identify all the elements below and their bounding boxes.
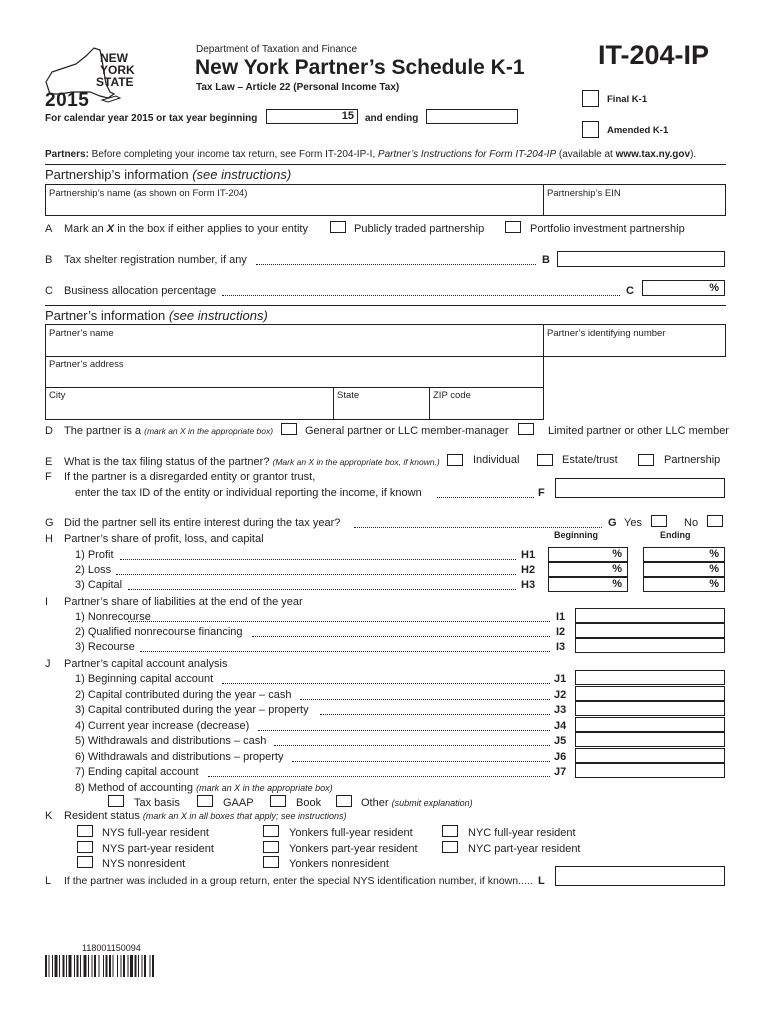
gaap-label: GAAP	[223, 797, 254, 809]
partners-note-text: Before completing your income tax return, see Form IT-204-IP-I,	[88, 149, 378, 160]
tax-shelter-number-field[interactable]	[557, 251, 725, 267]
yes-label: Yes	[624, 517, 642, 529]
partner-id-label: Partner’s identifying number	[547, 328, 666, 339]
partners-note	[45, 149, 696, 160]
city-label: City	[49, 390, 66, 401]
tax-year-ending-field[interactable]	[426, 109, 518, 124]
barcode	[45, 955, 195, 980]
barcode-bar	[109, 955, 111, 977]
line-f-letter: F	[45, 471, 52, 483]
line-e-text	[64, 456, 440, 468]
j-row-label: 4) Current year increase (decrease)	[75, 719, 250, 732]
barcode-bar	[77, 955, 79, 977]
i-row-amount-field[interactable]	[575, 638, 725, 653]
publicly-traded-label: Publicly traded partnership	[354, 223, 485, 235]
sold-interest-yes-checkbox[interactable]	[651, 515, 667, 527]
line-f-code: F	[538, 487, 545, 499]
business-allocation-field[interactable]	[642, 280, 725, 296]
nys-nonresident-label: NYS nonresident	[102, 858, 186, 870]
h-row-beginning-field[interactable]	[548, 562, 628, 577]
line-d-text-main: The partner is a	[64, 425, 142, 437]
leader-dots	[120, 549, 516, 560]
j-row-amount-field[interactable]	[575, 717, 725, 732]
nyc-full-year-checkbox[interactable]	[442, 825, 458, 837]
barcode-bar	[121, 955, 122, 977]
leader-dots	[274, 735, 550, 746]
h-row-label: 2) Loss	[75, 564, 112, 576]
amended-k1-checkbox[interactable]	[582, 121, 599, 138]
barcode-bar	[55, 955, 58, 977]
beginning-column-header: Beginning	[554, 530, 598, 540]
amended-k1-label: Amended K-1	[607, 125, 669, 136]
state-input[interactable]	[334, 402, 428, 419]
j-row-label: 5) Withdrawals and distributions – cash	[75, 735, 267, 747]
line-b-letter: B	[45, 254, 53, 266]
state-line-2: YORK	[100, 63, 135, 77]
no-label: No	[684, 517, 699, 529]
zip-label: ZIP code	[433, 390, 471, 401]
j-row-code: J5	[554, 735, 567, 747]
portfolio-investment-checkbox[interactable]	[505, 221, 521, 233]
partnership-name-input[interactable]	[46, 200, 542, 215]
line-j8-note: (mark an X in the appropriate box)	[196, 783, 333, 793]
divider	[45, 305, 726, 306]
j-row-label: 7) Ending capital account	[75, 766, 199, 778]
line-f-text2: enter the tax ID of the entity or individual reporting the income, if known	[75, 487, 422, 499]
h-row-ending-field[interactable]	[643, 577, 725, 592]
h-row-ending-field[interactable]	[643, 547, 725, 562]
book-checkbox[interactable]	[270, 795, 286, 807]
barcode-bar	[94, 955, 96, 977]
form-subtitle: Tax Law – Article 22 (Personal Income Tax)	[196, 82, 400, 93]
barcode-number: 118001150094	[82, 943, 141, 953]
tax-year-prefix: 15	[341, 110, 354, 122]
j-row-label: 2) Capital contributed during the year – cash	[75, 688, 292, 701]
barcode-bar	[135, 955, 137, 977]
form-year: 2015	[45, 90, 90, 111]
barcode-bar	[106, 955, 108, 977]
nys-full-year-label: NYS full-year resident	[102, 827, 209, 839]
barcode-bar	[74, 955, 75, 977]
i-row-code: I2	[556, 626, 566, 638]
form-title: New York Partner’s Schedule K-1	[195, 56, 525, 79]
i-row-label: 1) Nonrecourse	[75, 611, 151, 623]
i-row-label: 2) Qualified nonrecourse financing	[75, 626, 243, 638]
line-g-code: G	[608, 517, 617, 529]
partnership-info-heading	[45, 167, 291, 182]
h-row-code: H2	[521, 564, 536, 576]
barcode-bar	[117, 955, 118, 977]
line-c-code: C	[626, 285, 634, 297]
barcode-bar	[152, 955, 154, 977]
line-b-code: B	[542, 254, 550, 266]
state-wordmark	[96, 52, 135, 88]
line-d-text	[64, 425, 273, 437]
line-l-letter: L	[45, 875, 52, 887]
j-row-label: 6) Withdrawals and distributions – property	[75, 750, 284, 763]
line-e-letter: E	[45, 456, 53, 468]
line-k-note: (mark an X in all boxes that apply; see instructions)	[142, 811, 347, 821]
section-heading-note: (see instructions)	[168, 308, 268, 323]
group-return-id-field[interactable]	[555, 866, 725, 886]
j-row-amount-field[interactable]	[575, 763, 725, 778]
state-label: State	[337, 390, 360, 401]
line-l-code: L	[538, 875, 545, 887]
barcode-icon	[45, 955, 195, 977]
j-row-amount-field[interactable]	[575, 732, 725, 747]
h-row-label: 3) Capital	[75, 579, 123, 591]
section-heading: Partner’s information	[45, 308, 166, 323]
tax-year-label: For calendar year 2015 or tax year beginning	[45, 113, 258, 124]
barcode-bar	[103, 955, 104, 977]
form-number: IT-204-IP	[598, 40, 710, 70]
leader-dots	[116, 564, 516, 575]
line-a-letter: A	[45, 223, 53, 235]
leader-dots	[320, 704, 550, 715]
line-k-text-main: Resident status	[64, 810, 140, 822]
leader-dots	[128, 579, 516, 590]
barcode-bar	[99, 955, 100, 977]
h-row-beginning-field[interactable]	[548, 547, 628, 562]
partner-address-label: Partner’s address	[49, 359, 124, 370]
nyc-part-year-checkbox[interactable]	[442, 841, 458, 853]
line-e-note: (Mark an X in the appropriate box, if known.)	[272, 457, 440, 467]
final-k1-label: Final K-1	[607, 94, 648, 105]
department-name: Department of Taxation and Finance	[196, 44, 358, 55]
line-i-text: Partner’s share of liabilities at the end of the year	[64, 596, 303, 608]
percent-sign: %	[709, 282, 719, 294]
j-row-code: J1	[554, 673, 567, 685]
line-a-text-post: in the box if either applies to your entity	[114, 223, 308, 235]
line-c-letter: C	[45, 285, 53, 297]
nys-part-year-label: NYS part-year resident	[102, 843, 214, 855]
percent-sign: %	[709, 563, 719, 575]
general-partner-label: General partner or LLC member-manager	[305, 425, 509, 437]
h-row-label: 1) Profit	[75, 549, 114, 561]
ending-column-header: Ending	[660, 530, 691, 540]
line-d-note: (mark an X in the appropriate box)	[144, 426, 274, 436]
leader-dots	[292, 751, 550, 762]
final-k1-checkbox[interactable]	[582, 90, 599, 107]
nyc-full-year-label: NYC full-year resident	[468, 827, 576, 839]
partner-info-heading	[45, 308, 268, 323]
leader-dots	[437, 487, 534, 498]
barcode-bar	[84, 955, 87, 977]
leader-dots	[252, 626, 550, 637]
leader-dots	[300, 689, 550, 700]
barcode-bar	[113, 955, 114, 977]
barcode-bar	[69, 955, 72, 977]
leader-dots	[354, 517, 602, 528]
j-row-code: J2	[554, 688, 567, 701]
j-row-amount-field[interactable]	[575, 748, 725, 763]
state-line-3: STATE	[96, 75, 134, 89]
j-row-amount-field[interactable]	[575, 701, 725, 716]
j-row-label: 3) Capital contributed during the year – property	[75, 704, 309, 716]
barcode-bar	[63, 955, 65, 977]
barcode-bar	[59, 955, 60, 977]
nyc-part-year-label: NYC part-year resident	[468, 843, 581, 855]
zip-input[interactable]	[430, 402, 543, 419]
sold-interest-no-checkbox[interactable]	[707, 515, 723, 527]
estate-trust-label: Estate/trust	[562, 454, 618, 466]
j-row-code: J6	[554, 750, 567, 763]
line-j-letter: J	[45, 658, 51, 670]
h-row-code: H1	[521, 549, 536, 561]
and-ending-label: and ending	[365, 113, 419, 124]
i-row-amount-field[interactable]	[575, 608, 725, 623]
barcode-bar	[142, 955, 143, 977]
limited-partner-label: Limited partner or other LLC member	[548, 425, 729, 437]
j-row-code: J4	[554, 719, 567, 732]
partners-note-italic: Partner’s Instructions for Form IT-204-IP	[377, 149, 557, 160]
line-e-text-main: What is the tax filing status of the partner?	[64, 456, 270, 468]
line-d-letter: D	[45, 425, 53, 437]
state-line-1: NEW	[100, 51, 128, 65]
partnership-ein-label: Partnership’s EIN	[547, 188, 621, 199]
tax-website-link[interactable]: www.tax.ny.gov	[615, 149, 691, 160]
partner-name-input[interactable]	[46, 340, 542, 356]
other-method-checkbox[interactable]	[336, 795, 352, 807]
barcode-bar	[144, 955, 146, 977]
barcode-bar	[138, 955, 139, 977]
line-g-text: Did the partner sell its entire interest during the tax year?	[64, 517, 341, 529]
line-f-text1: If the partner is a disregarded entity or grantor trust,	[64, 471, 316, 483]
disregarded-entity-tax-id-field[interactable]	[555, 478, 725, 498]
partnership-name-label: Partnership’s name (as shown on Form IT-204)	[49, 188, 248, 199]
j-row-amount-field[interactable]	[575, 670, 725, 685]
percent-sign: %	[612, 563, 622, 575]
individual-checkbox[interactable]	[447, 454, 463, 466]
leader-dots	[256, 254, 536, 265]
partners-note-label: Partners:	[45, 149, 89, 160]
barcode-bar	[80, 955, 81, 977]
line-b-text: Tax shelter registration number, if any	[64, 254, 247, 266]
i-row-label: 3) Recourse	[75, 641, 135, 653]
line-h-text: Partner’s share of profit, loss, and capital	[64, 533, 264, 545]
i-row-code: I3	[556, 641, 566, 653]
partnership-label: Partnership	[664, 454, 721, 466]
h-row-ending-field[interactable]	[643, 562, 725, 577]
partnership-ein-input[interactable]	[544, 200, 725, 215]
tax-basis-label: Tax basis	[134, 797, 180, 809]
divider	[45, 164, 726, 165]
line-c-text: Business allocation percentage	[64, 285, 217, 297]
j-row-code: J7	[554, 766, 567, 778]
line-g-letter: G	[45, 517, 54, 529]
leader-dots	[258, 720, 550, 731]
barcode-bar	[128, 955, 129, 977]
book-label: Book	[296, 797, 322, 809]
line-a-text	[64, 223, 308, 235]
barcode-bar	[88, 955, 89, 977]
j-row-code: J3	[554, 704, 567, 716]
yonkers-full-year-label: Yonkers full-year resident	[289, 827, 413, 839]
nys-nonresident-checkbox[interactable]	[77, 856, 93, 868]
i-row-code: I1	[556, 611, 566, 623]
partner-id-input[interactable]	[544, 340, 725, 356]
leader-dots	[222, 285, 620, 296]
barcode-bar	[45, 955, 47, 977]
other-method-note: (submit explanation)	[391, 798, 473, 808]
line-k-letter: K	[45, 810, 53, 822]
section-heading-note: (see instructions)	[192, 167, 292, 182]
yonkers-full-year-checkbox[interactable]	[263, 825, 279, 837]
j-row-amount-field[interactable]	[575, 686, 725, 701]
line-j8-label: 8) Method of accounting	[75, 782, 194, 794]
individual-label: Individual	[473, 454, 520, 466]
percent-sign: %	[709, 578, 719, 590]
barcode-bar	[150, 955, 151, 977]
partner-name-label: Partner’s name	[49, 328, 114, 339]
yonkers-nonresident-label: Yonkers nonresident	[289, 858, 389, 870]
h-row-beginning-field[interactable]	[548, 577, 628, 592]
partnership-checkbox[interactable]	[638, 454, 654, 466]
barcode-bar	[66, 955, 67, 977]
barcode-bar	[130, 955, 133, 977]
tax-year-beginning-field[interactable]	[266, 109, 358, 124]
leader-dots	[140, 641, 550, 652]
barcode-bar	[92, 955, 93, 977]
line-l-text: If the partner was included in a group return, enter the special NYS identification number, if known.....	[64, 875, 533, 887]
yonkers-nonresident-checkbox[interactable]	[263, 856, 279, 868]
percent-sign: %	[612, 578, 622, 590]
partners-note-text2: (available at	[556, 149, 616, 160]
gaap-checkbox[interactable]	[197, 795, 213, 807]
leader-dots	[208, 766, 550, 777]
leader-dots	[128, 611, 550, 622]
percent-sign: %	[709, 548, 719, 560]
section-heading: Partnership’s information	[45, 167, 189, 182]
line-h-letter: H	[45, 533, 53, 545]
barcode-bar	[123, 955, 125, 977]
general-partner-checkbox[interactable]	[281, 423, 297, 435]
line-j8-text	[75, 782, 333, 794]
estate-trust-checkbox[interactable]	[537, 454, 553, 466]
barcode-bar	[49, 955, 50, 977]
line-j-text: Partner’s capital account analysis	[64, 658, 228, 670]
limited-partner-checkbox[interactable]	[518, 423, 534, 435]
leader-dots	[222, 673, 550, 684]
publicly-traded-checkbox[interactable]	[330, 221, 346, 233]
yonkers-part-year-checkbox[interactable]	[263, 841, 279, 853]
line-k-text	[64, 810, 347, 822]
i-row-amount-field[interactable]	[575, 623, 725, 638]
line-a-x: X	[106, 223, 115, 235]
other-method-text: Other	[361, 797, 389, 809]
city-input[interactable]	[46, 402, 332, 419]
tax-basis-checkbox[interactable]	[108, 795, 124, 807]
yonkers-part-year-label: Yonkers part-year resident	[289, 843, 418, 855]
j-row-label: 1) Beginning capital account	[75, 673, 214, 685]
line-i-letter: I	[45, 596, 49, 608]
portfolio-investment-label: Portfolio investment partnership	[530, 223, 685, 235]
nys-full-year-checkbox[interactable]	[77, 825, 93, 837]
barcode-bar	[52, 955, 53, 977]
line-a-text-pre: Mark an	[64, 223, 107, 235]
percent-sign: %	[612, 548, 622, 560]
partners-note-end: ).	[690, 149, 697, 160]
other-method-label	[361, 797, 473, 809]
h-row-code: H3	[521, 579, 536, 591]
nys-part-year-checkbox[interactable]	[77, 841, 93, 853]
